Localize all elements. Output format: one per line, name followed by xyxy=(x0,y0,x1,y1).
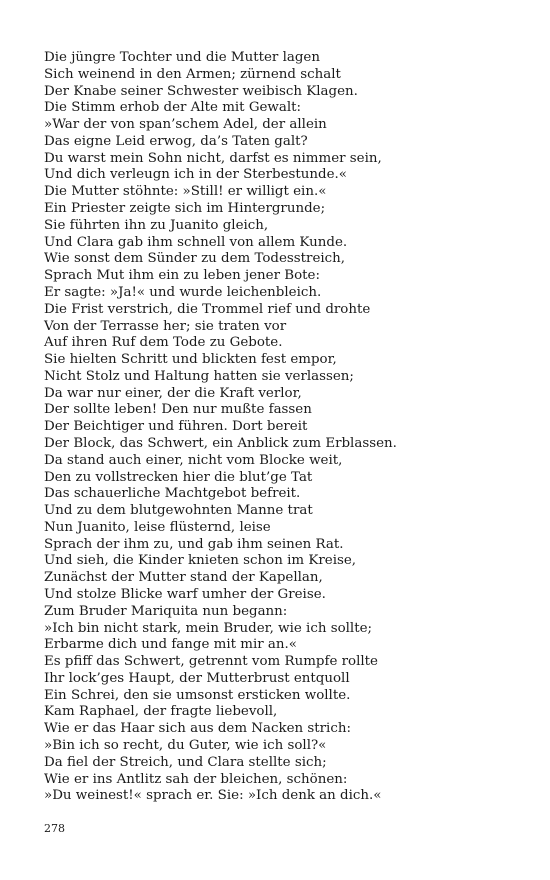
poem-line: Die Mutter stöhnte: »Still! er willigt ein.« xyxy=(44,184,327,200)
poem-line: Da war nur einer, der die Kraft verlor, xyxy=(44,385,302,401)
poem-line: Du warst mein Sohn nicht, darfst es nimmer sein, xyxy=(44,150,382,166)
poem-line: Das eigne Leid erwog, da’s Taten galt? xyxy=(44,133,308,149)
poem-line: Der sollte leben! Den nur mußte fassen xyxy=(44,402,312,418)
poem-line: Sie hielten Schritt und blickten fest empor, xyxy=(44,352,337,368)
poem-line: Und stolze Blicke warf umher der Greise. xyxy=(44,587,326,602)
poem-line: Auf ihren Ruf dem Tode zu Gebote. xyxy=(44,335,283,351)
poem-line: Wie sonst dem Sünder zu dem Todesstreich, xyxy=(44,251,346,267)
poem-line: »War der von span’schem Adel, der allein xyxy=(44,117,327,133)
poem-line: Von der Terrasse her; sie traten vor xyxy=(44,318,287,334)
poem-line: Der Beichtiger und führen. Dort bereit xyxy=(44,419,308,435)
poem-line: Erbarme dich und fange mit mir an.« xyxy=(44,637,297,653)
poem-line: »Bin ich so recht, du Guter, wie ich soll?« xyxy=(44,738,327,754)
poem-line: Sich weinend in den Armen; zürnend schalt xyxy=(44,66,341,82)
poem-line: »Ich bin nicht stark, mein Bruder, wie ich sollte; xyxy=(44,620,373,636)
poem-line: Der Knabe seiner Schwester weibisch Klagen. xyxy=(44,83,358,99)
page-number: 278 xyxy=(44,822,65,835)
poem-line: Den zu vollstrecken hier die blut’ge Tat xyxy=(44,469,313,485)
poem-line: Die Stimm erhob der Alte mit Gewalt: xyxy=(44,100,302,116)
poem-line: Zunächst der Mutter stand der Kapellan, xyxy=(44,570,323,586)
poem-line: Sprach der ihm zu, und gab ihm seinen Rat. xyxy=(44,536,344,552)
poem-line: Das schauerliche Machtgebot befreit. xyxy=(44,486,301,502)
poem-line: Kam Raphael, der fragte liebevoll, xyxy=(44,704,278,720)
poem-line: Und zu dem blutgewohnten Manne trat xyxy=(44,503,313,519)
poem-line: Und Clara gab ihm schnell von allem Kunde. xyxy=(44,234,348,250)
poem-line: Und sieh, die Kinder knieten schon im Kreise, xyxy=(44,553,357,569)
poem-line: Sprach Mut ihm ein zu leben jener Bote: xyxy=(44,268,320,284)
poem-text xyxy=(44,50,524,805)
poem-line: Die jüngre Tochter und die Mutter lagen xyxy=(44,50,320,65)
poem-line: Er sagte: »Ja!« und wurde leichenbleich. xyxy=(44,284,322,300)
poem-line: Und dich verleugn ich in der Sterbestunde.« xyxy=(44,167,347,183)
poem-line: Wie er ins Antlitz sah der bleichen, schönen: xyxy=(44,771,348,787)
poem-line: Der Block, das Schwert, ein Anblick zum Erblassen. xyxy=(44,435,397,451)
poem-line: Ihr lock’ges Haupt, der Mutterbrust entquoll xyxy=(44,670,350,686)
poem-line: Zum Bruder Mariquita nun begann: xyxy=(44,603,288,619)
poem-line: Da fiel der Streich, und Clara stellte sich; xyxy=(44,754,327,770)
poem-line: Ein Priester zeigte sich im Hintergrunde; xyxy=(44,201,326,217)
poem-line: Ein Schrei, den sie umsonst ersticken wollte. xyxy=(44,687,351,703)
poem-line: Sie führten ihn zu Juanito gleich, xyxy=(44,217,269,233)
poem-line: Nicht Stolz und Haltung hatten sie verlassen; xyxy=(44,368,354,384)
poem-line: »Du weinest!« sprach er. Sie: »Ich denk an dich.« xyxy=(44,788,382,804)
poem-line: Die Frist verstrich, die Trommel rief und drohte xyxy=(44,301,371,317)
poem-line: Wie er das Haar sich aus dem Nacken strich: xyxy=(44,721,351,737)
poem-line: Da stand auch einer, nicht vom Blocke weit, xyxy=(44,452,343,468)
poem-line: Nun Juanito, leise flüsternd, leise xyxy=(44,519,271,535)
poem-line: Es pfiff das Schwert, getrennt vom Rumpfe rollte xyxy=(44,654,378,670)
